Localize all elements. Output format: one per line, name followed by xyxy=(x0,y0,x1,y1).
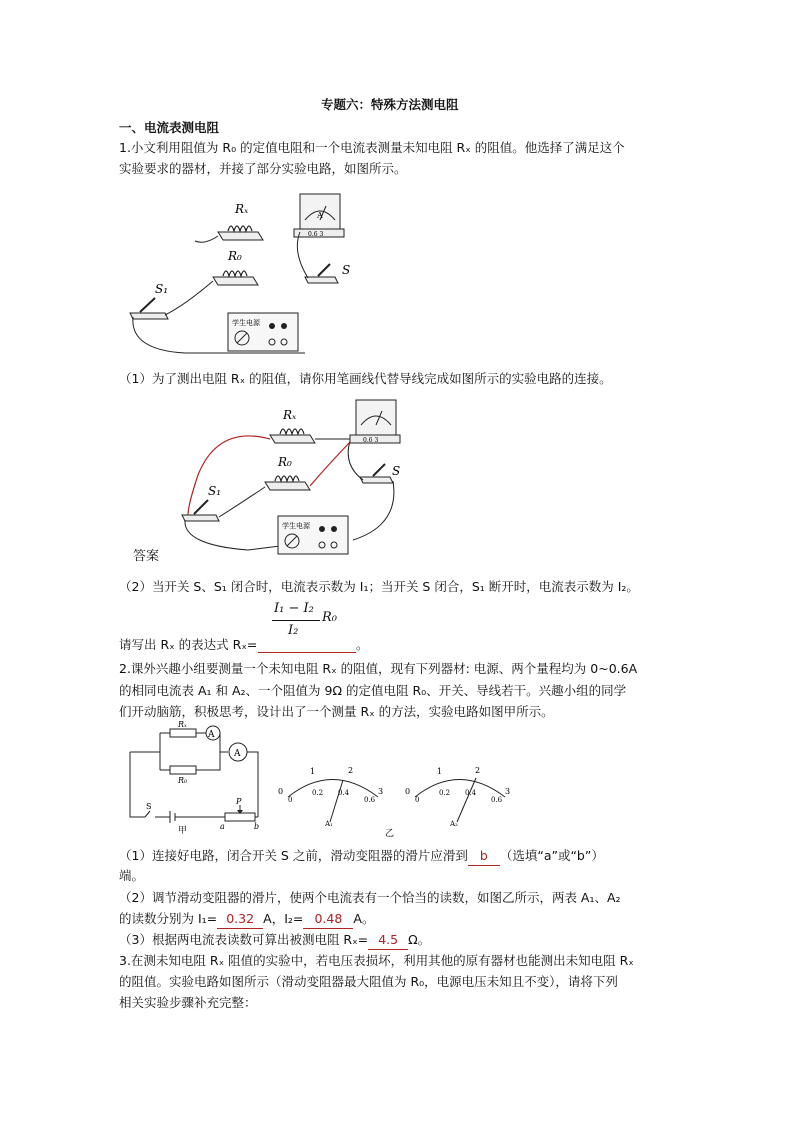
q3-line1: 3.在测未知电阻 Rₓ 阻值的实验中，若电压表损坏，利用其他的原有器材也能测出未知电阻 Rₓ xyxy=(119,953,634,968)
answer-label-r0: R₀ xyxy=(278,455,292,469)
jia-caption: 甲 xyxy=(178,826,188,836)
jia-label-rx: Rₓ xyxy=(178,720,187,729)
power-label-2: 学生电源 xyxy=(282,522,310,530)
power-supply-1 xyxy=(227,312,299,354)
label-rx: Rₓ xyxy=(235,202,249,216)
m1-bot-0: 0 xyxy=(288,796,293,804)
power-label: 学生电源 xyxy=(232,319,260,327)
power-supply-2 xyxy=(277,515,349,557)
q2-rx: 4.5 xyxy=(368,931,408,950)
ammeter-scale: 0.6 3 xyxy=(308,231,324,238)
resistor-r0-device xyxy=(213,249,258,285)
m2-bot-3: 0.6 xyxy=(491,796,503,804)
m2-bot-0: 0 xyxy=(415,796,420,804)
m2-top-0: 0 xyxy=(405,787,411,796)
answer-ammeter-scale: 0.6 3 xyxy=(363,437,379,444)
page-title: 专题六：特殊方法测电阻 xyxy=(321,97,459,112)
q2-i1: 0.32 xyxy=(217,910,263,929)
q2-sub3: （3）根据两电流表读数可算出被测电阻 Rₓ= 4.5 Ω。 xyxy=(119,931,430,950)
ammeter-device xyxy=(294,194,344,238)
formula-denominator: I₂ xyxy=(288,623,299,638)
jia-label-p: P xyxy=(236,797,242,806)
switch-s1-device xyxy=(130,282,168,319)
switch-s-device xyxy=(305,263,350,283)
m1-bot-1: 0.2 xyxy=(312,789,324,797)
q2-line3: 们开动脑筋，积极思考，设计出了一个测量 Rₓ 的方法，实验电路如图甲所示。 xyxy=(119,704,554,719)
answer-label: 答案 xyxy=(133,549,160,564)
formula-r0: R₀ xyxy=(322,610,337,625)
answer-label-s1: S₁ xyxy=(208,484,222,498)
ammeter-a1-symbol: A xyxy=(208,730,215,740)
formula-numerator: I₁ − I₂ xyxy=(274,601,314,616)
q2-sub1c: 端。 xyxy=(119,868,145,883)
answer-label-rx: Rₓ xyxy=(283,408,297,422)
q2-line2: 的相同电流表 A₁ 和 A₂、一个阻值为 9Ω 的定值电阻 R₀、开关、导线若干。兴趣小组的同学 xyxy=(119,683,627,698)
m1-top-3: 3 xyxy=(378,787,384,796)
q2-line1: 2.课外兴趣小组要测量一个未知电阻 Rₓ 的阻值，现有下列器材: 电源、两个量程均为 0~0.6A xyxy=(119,661,638,676)
circuit-diagram-jia xyxy=(120,720,270,836)
m2-bot-2: 0.4 xyxy=(465,789,477,797)
m1-top-1: 1 xyxy=(310,767,316,776)
m2-bot-1: 0.2 xyxy=(439,789,451,797)
label-r0: R₀ xyxy=(228,249,242,263)
q1-end-mark: 。 xyxy=(356,637,369,652)
q2-sub1: （1）连接好电路，闭合开关 S 之前，滑动变阻器的滑片应滑到 b （选填“a”或“b”） xyxy=(119,847,604,866)
m2-top-2: 2 xyxy=(475,766,481,775)
q1-answer-underline xyxy=(258,652,356,653)
q3-line2: 的阻值。实验电路如图所示（滑动变阻器最大阻值为 R₀，电源电压未知且不变），请将下列 xyxy=(119,974,618,989)
m2-top-3: 3 xyxy=(505,787,511,796)
q1-sub1: （1）为了测出电阻 Rₓ 的阻值，请你用笔画线代替导线完成如图所示的实验电路的连接。 xyxy=(119,371,612,386)
circuit-figure-1b xyxy=(290,192,370,352)
q1-line1: 1.小文利用阻值为 R₀ 的定值电阻和一个电流表测量未知电阻 Rₓ 的阻值。他选择了满足这个 xyxy=(119,140,625,155)
q2-sub2: （2）调节滑动变阻器的滑片，使两个电流表有一个恰当的读数，如图乙所示，两表 A₁、A₂ xyxy=(119,890,621,905)
jia-label-a: a xyxy=(220,822,225,831)
resistor-rx-device xyxy=(218,202,263,240)
jia-label-s: S xyxy=(146,802,152,811)
q3-line3: 相关实验步骤补充完整： xyxy=(119,995,257,1010)
answer-label-s: S xyxy=(392,464,401,478)
ammeter-a-label: A xyxy=(317,211,323,220)
meters-yi xyxy=(270,762,515,840)
q2-i2: 0.48 xyxy=(303,910,353,929)
m1-bot-3: 0.6 xyxy=(364,796,376,804)
q2-sub2-readings: 的读数分别为 I₁= 0.32 A，I₂= 0.48 A。 xyxy=(119,910,374,929)
formula xyxy=(270,601,350,647)
section-heading: 一、电流表测电阻 xyxy=(119,120,220,135)
label-s1: S₁ xyxy=(155,282,169,296)
jia-label-b: b xyxy=(254,822,260,831)
q1-sub2: （2）当开关 S、S₁ 闭合时，电流表示数为 I₁；当开关 S 闭合，S₁ 断开时，电流表示数为 I₂。 xyxy=(119,579,639,594)
jia-label-r0: R₀ xyxy=(178,776,188,785)
meter-a2-label: A₂ xyxy=(450,820,458,828)
q1-expression-prompt: 请写出 Rₓ 的表达式 Rₓ= xyxy=(119,637,258,652)
q1-line2: 实验要求的器材，并接了部分实验电路，如图所示。 xyxy=(119,161,407,176)
q2-ans-b: b xyxy=(468,847,500,866)
m1-top-0: 0 xyxy=(278,787,284,796)
ammeter-a2-symbol: A xyxy=(234,749,241,759)
m1-bot-2: 0.4 xyxy=(338,789,350,797)
label-s: S xyxy=(342,263,351,277)
m1-top-2: 2 xyxy=(348,766,354,775)
meter-a1-label: A₁ xyxy=(325,820,333,828)
m2-top-1: 1 xyxy=(437,767,443,776)
yi-caption: 乙 xyxy=(385,829,395,839)
